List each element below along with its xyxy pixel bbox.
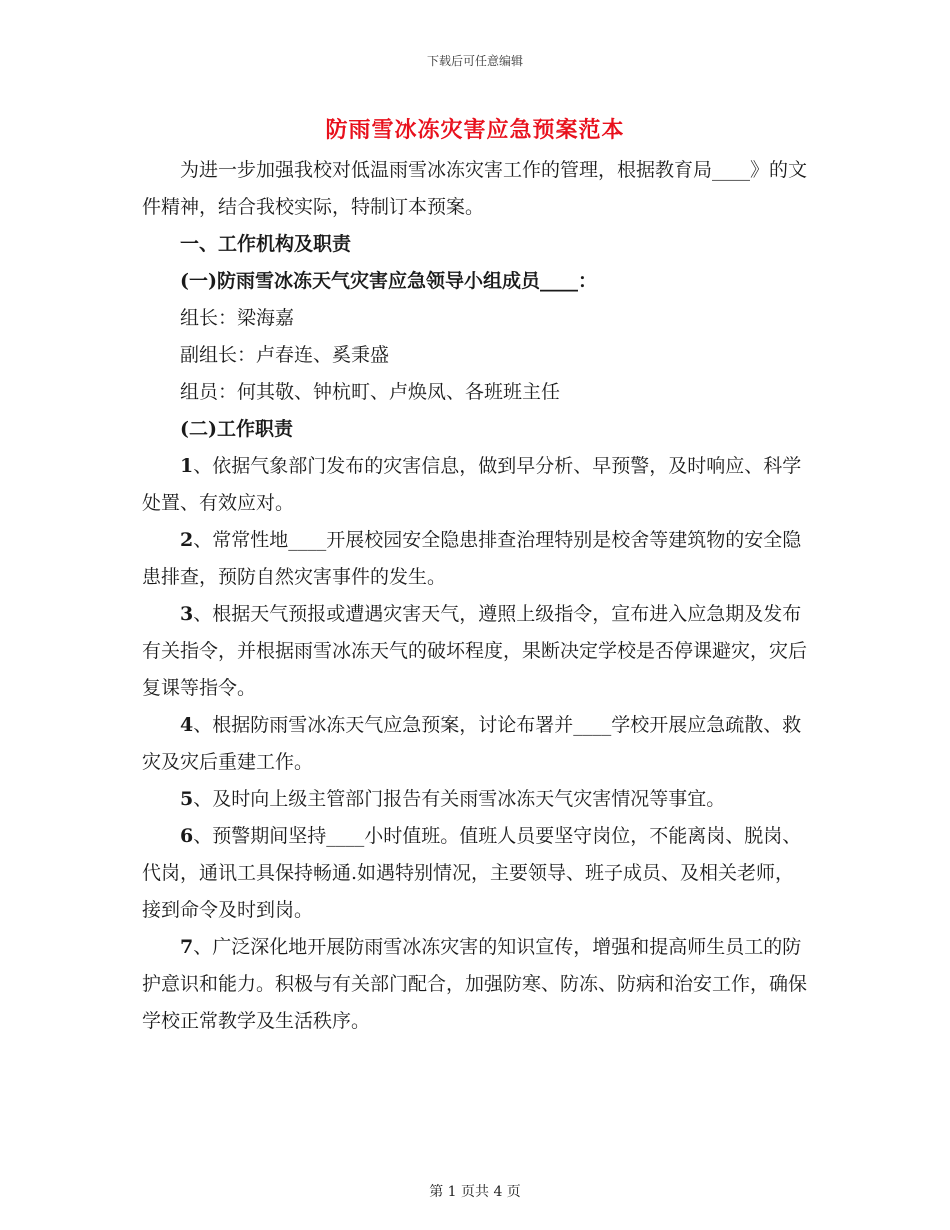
intro-paragraph: 为进一步加强我校对低温雨雪冰冻灾害工作的管理，根据教育局____》的文件精神，结合我校实际，特制订本预案。 xyxy=(142,159,808,218)
duty-item xyxy=(142,781,812,818)
duty-number: 2 xyxy=(180,529,194,551)
duty-text: 、常常性地____开展校园安全隐患排查治理特别是校舍等建筑物的安全隐患排查，预防自然灾害事件的发生。 xyxy=(142,529,802,588)
duty-item xyxy=(142,522,812,596)
subsection-heading-1: (一)防雨雪冰冻天气灾害应急领导小组成员____： xyxy=(180,270,597,292)
duty-text: 、依据气象部门发布的灾害信息，做到早分析、早预警，及时响应、科学处置、有效应对。 xyxy=(142,455,802,514)
duty-number: 6 xyxy=(180,825,194,847)
duty-text: 、根据防雨雪冰冻天气应急预案，讨论布署并____学校开展应急疏散、救灾及灾后重建工作。 xyxy=(142,714,802,773)
deputy-line: 副组长：卢春连、奚秉盛 xyxy=(180,344,390,366)
document-title: 防雨雪冰冻灾害应急预案范本 xyxy=(325,117,625,143)
duty-number: 7 xyxy=(180,936,194,958)
duty-number: 1 xyxy=(180,455,194,477)
leader-line: 组长：梁海嘉 xyxy=(180,307,295,329)
duty-item xyxy=(142,818,812,929)
subsection-heading-2: (二)工作职责 xyxy=(180,418,293,440)
duty-text: 、预警期间坚持____小时值班。值班人员要坚守岗位，不能离岗、脱岗、代岗，通讯工具保持畅通.如遇特别情况，主要领导、班子成员、及相关老师，接到命令及时到岗。 xyxy=(142,825,802,921)
duty-number: 5 xyxy=(180,788,194,810)
header-note: 下载后可任意编辑 xyxy=(426,54,523,68)
duty-item xyxy=(142,596,812,707)
document-body xyxy=(142,152,812,1040)
section-heading-1: 一、工作机构及职责 xyxy=(180,233,352,255)
duty-text: 、及时向上级主管部门报告有关雨雪冰冻天气灾害情况等事宜。 xyxy=(193,788,726,810)
page-footer: 第 1 页共 4 页 xyxy=(429,1184,521,1200)
duty-text: 、根据天气预报或遭遇灾害天气，遵照上级指令，宣布进入应急期及发布有关指令，并根据雨雪冰冻天气的破坏程度，果断决定学校是否停课避灾，灾后复课等指令。 xyxy=(142,603,808,699)
duty-item xyxy=(142,929,812,1040)
duty-number: 4 xyxy=(180,714,194,736)
duty-number: 3 xyxy=(180,603,194,625)
duty-text: 、广泛深化地开展防雨雪冰冻灾害的知识宣传，增强和提高师生员工的防护意识和能力。积极与有关部门配合，加强防寒、防冻、防病和治安工作，确保学校正常教学及生活秩序。 xyxy=(142,936,808,1032)
members-line: 组员：何其敬、钟杭町、卢焕凤、各班班主任 xyxy=(180,381,561,403)
duty-item xyxy=(142,448,812,522)
duty-item xyxy=(142,707,812,781)
